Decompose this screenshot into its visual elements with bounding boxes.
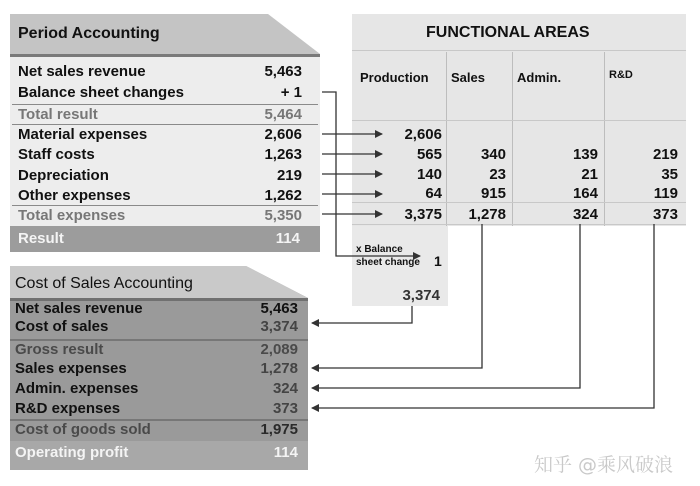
cell-material-production: 2,606	[404, 126, 442, 143]
period-value-net-sales: 5,463	[264, 63, 302, 80]
cost-label-net-sales: Net sales revenue	[15, 300, 143, 317]
period-value-result: 114	[275, 230, 300, 247]
arrow-rnd-expenses	[312, 224, 654, 408]
period-label-total-expenses: Total expenses	[18, 207, 126, 224]
header-admin: Admin.	[517, 70, 562, 85]
cost-value-operating-profit: 114	[273, 444, 298, 461]
cost-value-gross-result: 2,089	[260, 341, 298, 358]
period-title: Period Accounting	[18, 25, 160, 42]
cell-depreciation-sales: 23	[489, 166, 506, 183]
cost-value-cogs: 1,975	[260, 421, 298, 438]
balance-result: 3,374	[402, 287, 440, 304]
period-label-staff: Staff costs	[18, 146, 95, 163]
watermark: 知乎 @乘风破浪	[534, 454, 674, 476]
cost-label-cost-of-sales: Cost of sales	[15, 318, 109, 335]
period-value-total-expenses: 5,350	[264, 207, 302, 224]
cost-label-admin-expenses: Admin. expenses	[15, 380, 139, 397]
period-value-staff: 1,263	[264, 146, 302, 163]
period-label-total-result: Total result	[18, 106, 98, 123]
cost-label-sales-expenses: Sales expenses	[15, 360, 127, 377]
cost-label-rnd-expenses: R&D expenses	[15, 400, 121, 417]
cost-value-admin-expenses: 324	[272, 380, 298, 397]
functional-title: FUNCTIONAL AREAS	[426, 24, 590, 41]
balance-label-line1: x Balance	[356, 244, 403, 255]
balance-value: 1	[434, 253, 442, 269]
cell-other-sales: 915	[480, 185, 506, 202]
cell-staff-production: 565	[416, 146, 442, 163]
cell-other-admin: 164	[572, 185, 598, 202]
period-value-other: 1,262	[264, 187, 302, 204]
cell-other-rnd: 119	[653, 185, 678, 202]
period-value-material: 2,606	[264, 126, 302, 143]
header-rnd: R&D	[609, 69, 633, 81]
cost-value-cost-of-sales: 3,374	[260, 318, 298, 335]
period-label-material: Material expenses	[18, 126, 148, 143]
cell-total-rnd: 373	[652, 206, 678, 223]
cell-other-production: 64	[425, 185, 442, 202]
cell-depreciation-production: 140	[416, 166, 442, 183]
balance-label-line2: sheet change	[356, 257, 420, 268]
period-value-depreciation: 219	[276, 167, 302, 184]
cost-value-rnd-expenses: 373	[272, 400, 298, 417]
cost-label-gross-result: Gross result	[15, 341, 104, 358]
header-sales: Sales	[451, 70, 485, 85]
cost-label-operating-profit: Operating profit	[15, 444, 129, 461]
cell-staff-rnd: 219	[652, 146, 678, 163]
arrow-sales-expenses	[312, 224, 482, 368]
cell-depreciation-admin: 21	[581, 166, 598, 183]
cost-value-net-sales: 5,463	[260, 300, 298, 317]
cell-staff-admin: 139	[572, 146, 598, 163]
cell-total-sales: 1,278	[468, 206, 506, 223]
period-label-depreciation: Depreciation	[18, 167, 109, 184]
cost-label-cogs: Cost of goods sold	[15, 421, 151, 438]
arrow-admin-expenses	[312, 224, 580, 388]
arrow-cost-of-sales	[312, 306, 412, 323]
period-label-result: Result	[18, 230, 64, 247]
period-label-net-sales: Net sales revenue	[18, 63, 146, 80]
cell-total-admin: 324	[572, 206, 598, 223]
cell-depreciation-rnd: 35	[661, 166, 678, 183]
period-label-other: Other expenses	[18, 187, 131, 204]
cell-staff-sales: 340	[480, 146, 506, 163]
cost-value-sales-expenses: 1,278	[260, 360, 298, 377]
header-production: Production	[360, 70, 429, 85]
cell-total-production: 3,375	[404, 206, 442, 223]
period-label-balance: Balance sheet changes	[18, 84, 184, 101]
cost-title: Cost of Sales Accounting	[15, 275, 193, 292]
period-value-balance: + 1	[280, 84, 302, 101]
period-value-total-result: 5,464	[264, 106, 302, 123]
